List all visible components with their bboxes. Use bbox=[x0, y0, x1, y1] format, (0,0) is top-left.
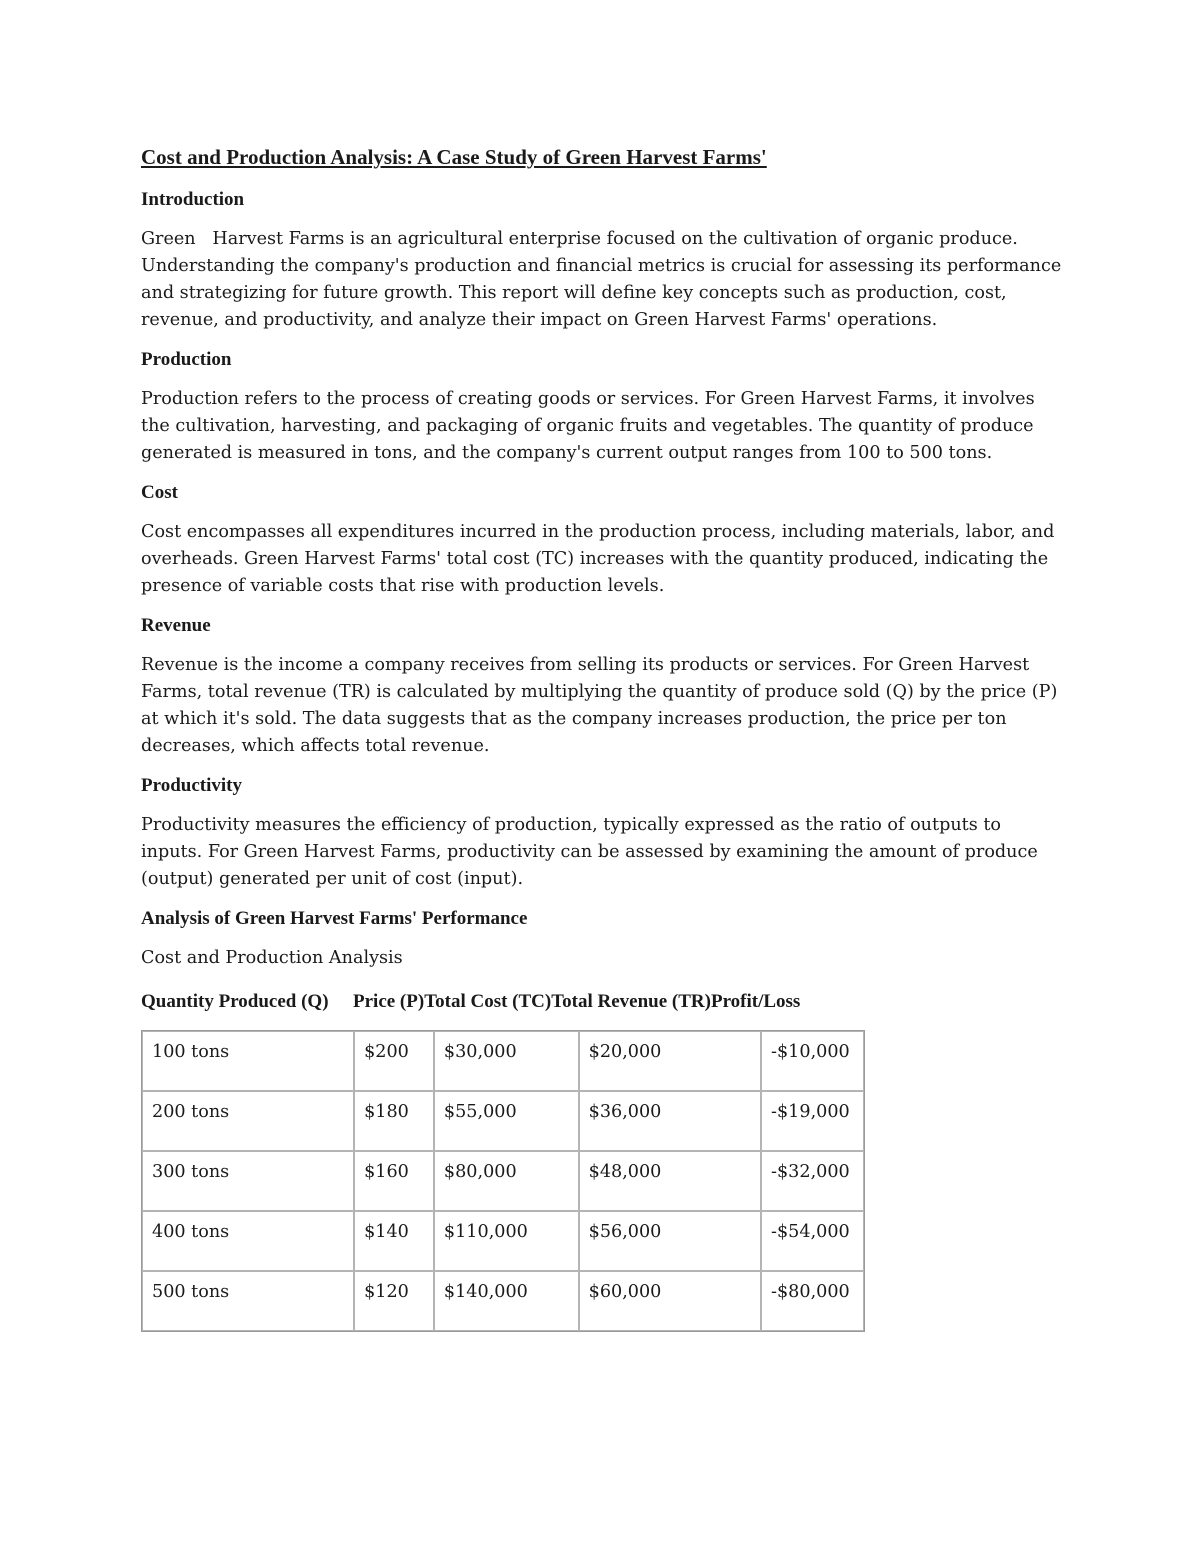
table-row bbox=[142, 1271, 864, 1331]
cell-quantity: 300 tons bbox=[142, 1151, 354, 1211]
cell-quantity: 500 tons bbox=[142, 1271, 354, 1331]
cell-price: $200 bbox=[354, 1031, 434, 1091]
heading-introduction: Introduction bbox=[141, 189, 245, 210]
cell-total-revenue: $36,000 bbox=[579, 1091, 761, 1151]
cell-profit-loss: -$32,000 bbox=[761, 1151, 864, 1211]
header-price-cost-revenue-profit: Price (P)Total Cost (TC)Total Revenue (TR)Profit/Loss bbox=[353, 991, 801, 1012]
cell-total-cost: $140,000 bbox=[434, 1271, 579, 1331]
paragraph-revenue: Revenue is the income a company receives from selling its products or services. For Green Harvest Farms, total revenue (TR) is calculated by multiplying the quantity of produce sold (Q) by the price (P) at which it's sold. The data suggests that as the company increases production, the price per ton decreases, which affects total revenue. bbox=[141, 655, 1063, 756]
cell-total-cost: $80,000 bbox=[434, 1151, 579, 1211]
paragraph-production: Production refers to the process of creating goods or services. For Green Harvest Farms, it involves the cultivation, harvesting, and packaging of organic fruits and vegetables. The quantity of produce generated is measured in tons, and the company's current output ranges from 100 to 500 tons. bbox=[141, 389, 1041, 463]
cell-total-revenue: $48,000 bbox=[579, 1151, 761, 1211]
cell-total-revenue: $56,000 bbox=[579, 1211, 761, 1271]
cell-total-revenue: $60,000 bbox=[579, 1271, 761, 1331]
table-row bbox=[142, 1091, 864, 1151]
document-body bbox=[141, 140, 1066, 1332]
paragraph-introduction: Green Harvest Farms is an agricultural enterprise focused on the cultivation of organic produce. Understanding the company's production and financial metrics is crucial for assessing its performance and strategizing for future growth. This report will define key concepts such as production, cost, revenue, and productivity, and analyze their impact on Green Harvest Farms' operations. bbox=[141, 229, 1067, 330]
cell-quantity: 200 tons bbox=[142, 1091, 354, 1151]
heading-production: Production bbox=[141, 349, 232, 370]
cell-total-revenue: $20,000 bbox=[579, 1031, 761, 1091]
cell-profit-loss: -$19,000 bbox=[761, 1091, 864, 1151]
cell-profit-loss: -$10,000 bbox=[761, 1031, 864, 1091]
subheading-cost-production-analysis: Cost and Production Analysis bbox=[141, 948, 403, 968]
table-row bbox=[142, 1031, 864, 1091]
cell-profit-loss: -$54,000 bbox=[761, 1211, 864, 1271]
heading-productivity: Productivity bbox=[141, 775, 242, 796]
heading-cost: Cost bbox=[141, 482, 178, 503]
cell-price: $180 bbox=[354, 1091, 434, 1151]
table-row bbox=[142, 1211, 864, 1271]
cell-price: $160 bbox=[354, 1151, 434, 1211]
cell-price: $120 bbox=[354, 1271, 434, 1331]
cost-production-table bbox=[141, 1030, 865, 1332]
document-title: Cost and Production Analysis: A Case Study of Green Harvest Farms' bbox=[141, 145, 767, 169]
cell-quantity: 100 tons bbox=[142, 1031, 354, 1091]
cell-quantity: 400 tons bbox=[142, 1211, 354, 1271]
heading-analysis: Analysis of Green Harvest Farms' Performance bbox=[141, 908, 528, 929]
cell-total-cost: $55,000 bbox=[434, 1091, 579, 1151]
table-row bbox=[142, 1151, 864, 1211]
paragraph-cost: Cost encompasses all expenditures incurred in the production process, including materials, labor, and overheads. Green Harvest Farms' total cost (TC) increases with the quantity produced, indicating the presence of variable costs that rise with production levels. bbox=[141, 522, 1060, 596]
cell-price: $140 bbox=[354, 1211, 434, 1271]
cell-profit-loss: -$80,000 bbox=[761, 1271, 864, 1331]
table-header-row bbox=[141, 988, 1066, 1016]
paragraph-productivity: Productivity measures the efficiency of production, typically expressed as the ratio of outputs to inputs. For Green Harvest Farms, productivity can be assessed by examining the amount of produce (output) generated per unit of cost (input). bbox=[141, 815, 1044, 889]
cell-total-cost: $110,000 bbox=[434, 1211, 579, 1271]
cell-total-cost: $30,000 bbox=[434, 1031, 579, 1091]
heading-revenue: Revenue bbox=[141, 615, 211, 636]
header-quantity-produced: Quantity Produced (Q) bbox=[141, 991, 329, 1012]
